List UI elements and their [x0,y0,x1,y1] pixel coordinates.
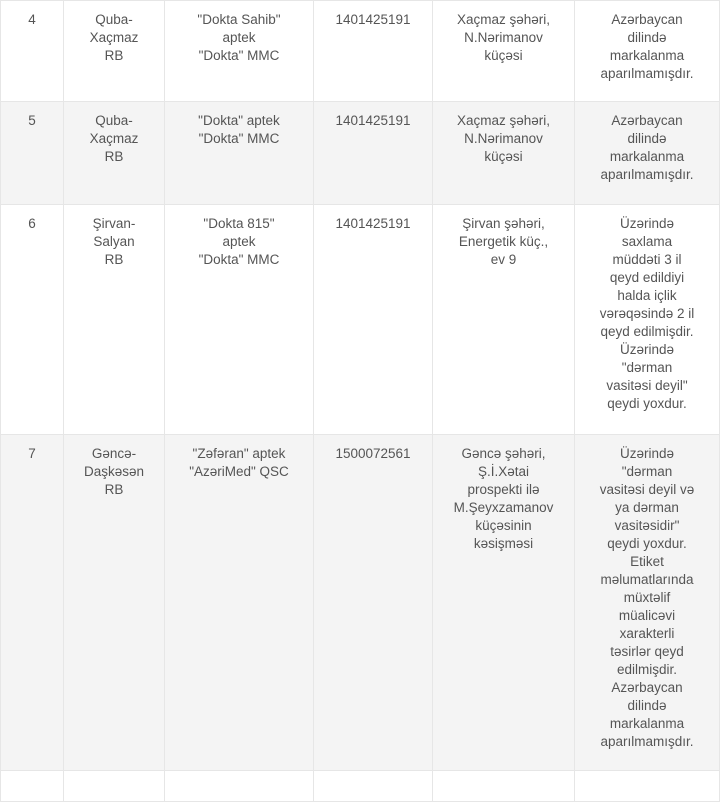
table-row [1,771,720,802]
empty-cell [433,771,575,802]
row-number: 7 [1,435,64,771]
note-cell: Azərbaycan dilində markalanma aparılmamışdır. [575,102,720,205]
pharmacy-cell: "Dokta Sahib" aptek "Dokta" MMC [165,1,314,102]
note-cell: Azərbaycan dilində markalanma aparılmamışdır. [575,1,720,102]
pharmacy-cell: "Dokta 815" aptek "Dokta" MMC [165,205,314,435]
address-cell: Gəncə şəhəri, Ş.İ.Xətai prospekti ilə M.Şeyxzamanov küçəsinin kəsişməsi [433,435,575,771]
note-cell: Üzərində saxlama müddəti 3 il qeyd edildiyi halda içlik vərəqəsində 2 il qeyd edilmişdir. Üzərində "dərman vasitəsi deyil" qeydi yoxdur. [575,205,720,435]
address-cell: Xaçmaz şəhəri, N.Nərimanov küçəsi [433,1,575,102]
row-number: 6 [1,205,64,435]
empty-cell [64,771,165,802]
table-row [1,435,720,771]
row-number: 5 [1,102,64,205]
region-cell: Gəncə- Daşkəsən RB [64,435,165,771]
tin-cell: 1401425191 [314,205,433,435]
pharmacy-cell: "Zəfəran" aptek "AzəriMed" QSC [165,435,314,771]
row-number: 4 [1,1,64,102]
region-cell: Quba- Xaçmaz RB [64,102,165,205]
empty-cell [314,771,433,802]
region-cell: Quba- Xaçmaz RB [64,1,165,102]
table-row [1,102,720,205]
note-cell: Üzərində "dərman vasitəsi deyil və ya dərman vasitəsidir" qeydi yoxdur. Etiket məlumatlarında müxtəlif müalicəvi xarakterli təsirlər qeyd edilmişdir. Azərbaycan dilində markalanma aparılmamışdır. [575,435,720,771]
table-row [1,1,720,102]
empty-cell [165,771,314,802]
tin-cell: 1401425191 [314,102,433,205]
address-cell: Xaçmaz şəhəri, N.Nərimanov küçəsi [433,102,575,205]
empty-cell [1,771,64,802]
tin-cell: 1500072561 [314,435,433,771]
address-cell: Şirvan şəhəri, Energetik küç., ev 9 [433,205,575,435]
table-row [1,205,720,435]
pharmacy-cell: "Dokta" aptek "Dokta" MMC [165,102,314,205]
region-cell: Şirvan- Salyan RB [64,205,165,435]
empty-cell [575,771,720,802]
tin-cell: 1401425191 [314,1,433,102]
